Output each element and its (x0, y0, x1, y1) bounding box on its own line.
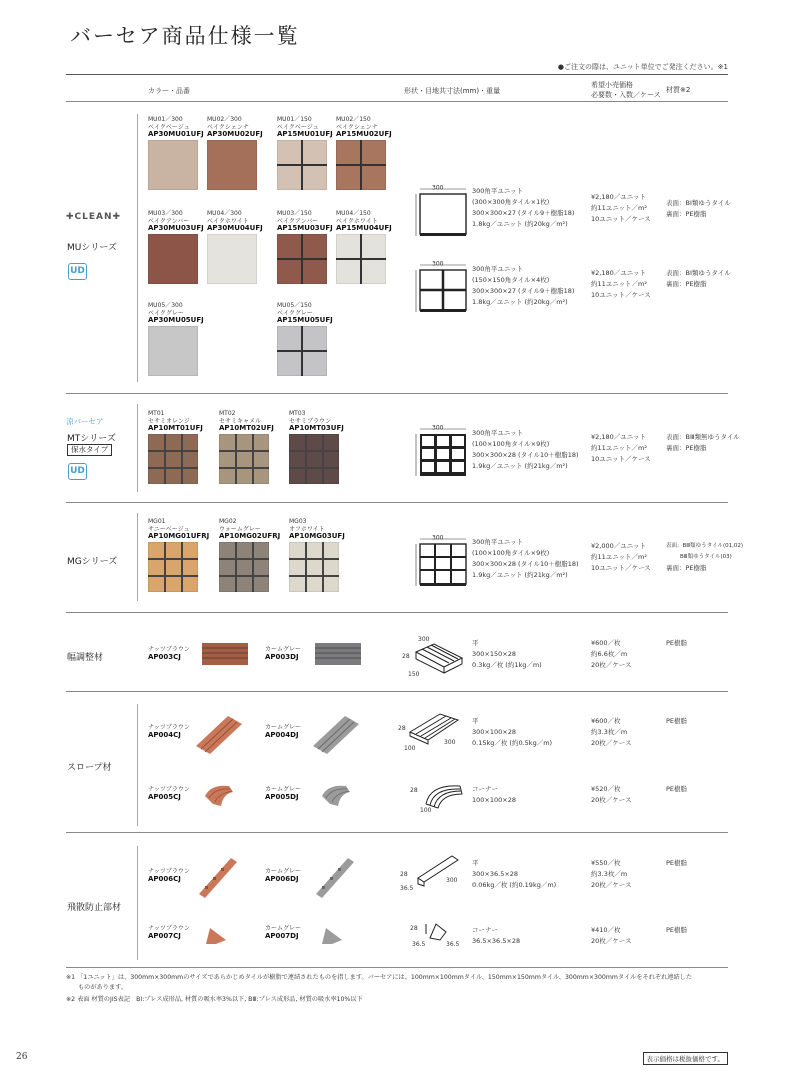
mu-tile-4 (148, 234, 198, 284)
mu-pn-2: AP15MU01UFJ (277, 130, 333, 138)
mt-price-p3: 10ユニット／ケース (591, 455, 651, 463)
mt-code-1: MT02 (219, 410, 236, 417)
mu-mat-1 (666, 198, 731, 220)
hisan-spec-l3: 0.06kg／枚 (約0.19kg／m) (472, 881, 557, 889)
mt-code-2: MT03 (289, 410, 306, 417)
hisan-d-pn: AP007DJ (265, 931, 299, 940)
mu-code-6: MU03／150 (277, 210, 312, 217)
page-title: バーセア商品仕様一覧 (70, 24, 300, 48)
slope-c-image (203, 782, 235, 808)
mg-price-p1: ¥2,000／ユニット (591, 542, 646, 550)
hisan-corner-k2: 36.5×36.5×28 (472, 937, 521, 945)
order-note: ●ご注文の際は、ユニット単位でご発注ください。※1 (557, 63, 728, 71)
mg-tile-2 (289, 542, 339, 592)
mt-color-0: セサミオレンジ (148, 417, 190, 425)
mg-mat-m3: 裏面：PE樹脂 (666, 564, 707, 572)
hisan-b-label (265, 868, 301, 883)
mt-pn-1: AP10MT02UFJ (219, 424, 274, 432)
footnote-1: ※1 「1ユニット」は、300mm×300mmのサイズであらかじめタイルが樹脂で連結されたものを指します。バーセアには、100mm×100mmタイル、150mm×150mmタイル、300mm×300mmタイルをそれぞれ連結した (66, 974, 693, 981)
mt-label-1 (219, 410, 274, 433)
mt-dim: 300 (432, 424, 444, 432)
mt-code-0: MT01 (148, 410, 165, 417)
mu-mat-2-m1: 表面：BⅠ類ゆうタイル (666, 269, 731, 277)
header-color: カラー・品番 (148, 87, 190, 95)
mg-label-2 (289, 518, 345, 541)
mu-color-9: ベイクグレー (277, 309, 313, 317)
mu-spec-1-l4: 1.8kg／ユニット (約20kg／m²) (472, 220, 568, 228)
mt-tile-1 (219, 434, 269, 484)
mu-price-2 (591, 268, 651, 301)
mu-label-3 (336, 116, 392, 139)
slope-price (591, 716, 631, 749)
mg-spec-l3: 300×300×28 (タイル10＋樹脂18) (472, 560, 579, 568)
mu-tile-8 (148, 326, 198, 376)
haba-dim-2: 28 (402, 653, 410, 660)
hisan-spec-l2: 300×36.5×28 (472, 870, 519, 878)
slope-spec-l3: 0.15kg／枚 (約0.5kg／m) (472, 739, 553, 747)
mu-label-1 (207, 116, 263, 139)
hisan-price-p1: ¥550／枚 (591, 859, 621, 867)
mu-tile-7 (336, 234, 386, 284)
mg-code-0: MG01 (148, 518, 166, 525)
mu-dim-1: 300 (432, 184, 444, 192)
slope-b-color: カームグレー (265, 724, 302, 731)
mg-color-2: オフホワイト (289, 525, 325, 533)
mg-mat-m1: 表面：BⅢ類ゆうタイル(01,02) (666, 543, 743, 549)
mu-price-2-p2: 約11ユニット／m² (591, 280, 647, 288)
footnote-2: ※2 表面 材質のJIS表記 BⅠ:プレス成形品, 材質の吸水率3%以下, BⅢ:プレス成形品, 材質の吸水率10%以下 (66, 996, 363, 1003)
hisan-spec-l1: 平 (472, 859, 479, 867)
mt-spec-l2: (100×100角タイル×9枚) (472, 440, 550, 448)
mu-price-2-p1: ¥2,180／ユニット (591, 269, 646, 277)
mt-tile-0 (148, 434, 198, 484)
mu-label-5 (207, 210, 263, 233)
slope-a-label (148, 724, 190, 739)
mu-pn-9: AP15MU05UFJ (277, 316, 333, 324)
hisan-a-label (148, 868, 190, 883)
hisan-b-image (312, 854, 356, 898)
mg-price-p2: 約11ユニット／m² (591, 553, 647, 561)
haba-spec (472, 638, 542, 671)
mu-label-4 (148, 210, 204, 233)
slope-price-p3: 20枚／ケース (591, 739, 632, 747)
mt-ud-badge: UD (68, 463, 87, 480)
mg-mat (666, 541, 743, 574)
slope-price-p1: ¥600／枚 (591, 717, 621, 725)
mu-spec-2-l4: 1.8kg／ユニット (約20kg／m²) (472, 298, 568, 306)
mg-label-0 (148, 518, 209, 541)
slope-corner-price (591, 784, 631, 806)
slope-c-label (148, 786, 190, 801)
mu-pn-5: AP30MU04UFJ (207, 224, 263, 232)
slope-corner-k1: コーナー (472, 785, 498, 793)
mu-label-0 (148, 116, 204, 139)
hisan-bar (137, 846, 138, 960)
hisan-corner-q2: 20枚／ケース (591, 937, 632, 945)
hisan-d-label (265, 925, 301, 940)
slope-d-label (265, 786, 301, 801)
mt-pn-2: AP10MT03UFJ (289, 424, 344, 432)
hisan-name: 飛散防止部材 (67, 903, 122, 913)
haba-dim-1: 300 (418, 636, 430, 643)
mu-tile-3 (336, 140, 386, 190)
hisan-price-p2: 約3.3枚／m (591, 870, 628, 878)
mt-color-2: セサミブラウン (289, 417, 332, 425)
haba-a-label (148, 646, 190, 661)
mu-spec-2 (472, 264, 574, 308)
mt-spec-l3: 300×300×28 (タイル10＋樹脂18) (472, 451, 579, 459)
slope-corner-diagram (410, 780, 466, 814)
rule-mu (66, 393, 728, 394)
mg-tile-0 (148, 542, 198, 592)
mu-price-1-p1: ¥2,180／ユニット (591, 193, 646, 201)
hisan-c-image (204, 926, 228, 946)
hisan-corner-mat: PE樹脂 (666, 926, 688, 934)
mt-price-p2: 約11ユニット／m² (591, 444, 647, 452)
slope-corner-k2: 100×100×28 (472, 796, 516, 804)
slope-corner-dim-2: 100 (420, 807, 432, 814)
haba-price-p2: 約6.6枚／m (591, 650, 628, 658)
mu-code-1: MU02／300 (207, 116, 242, 123)
slope-dim-1: 28 (398, 725, 406, 732)
slope-a-pn: AP004CJ (148, 730, 181, 739)
slope-d-pn: AP005DJ (265, 792, 299, 801)
mu-color-2: ベイクベージュ (277, 123, 319, 131)
mg-pn-1: AP10MG02UFRJ (219, 532, 281, 540)
haba-mat: PE樹脂 (666, 639, 688, 647)
haba-price-p1: ¥600／枚 (591, 639, 621, 647)
slope-spec-l1: 平 (472, 717, 479, 725)
slope-b-pn: AP004DJ (265, 730, 299, 739)
hisan-d-image (320, 926, 344, 946)
hisan-corner-diagram (410, 920, 466, 948)
mu-tile-2 (277, 140, 327, 190)
mu-label-2 (277, 116, 333, 139)
mu-label-6 (277, 210, 333, 233)
hisan-corner-dim-3: 36.5 (446, 941, 460, 948)
mu-code-9: MU05／150 (277, 302, 312, 309)
hisan-c-pn: AP007CJ (148, 931, 181, 940)
haba-dim-3: 150 (408, 671, 420, 678)
mu-color-5: ベイクホワイト (207, 217, 249, 225)
mu-price-1-p3: 10ユニット／ケース (591, 215, 651, 223)
mu-tile-1 (207, 140, 257, 190)
mu-color-1: ベイクシェンナ (207, 123, 249, 131)
haba-a-image (200, 641, 250, 667)
mu-code-0: MU01／300 (148, 116, 183, 123)
footnote-1b: ものがあります。 (78, 984, 128, 991)
hisan-dim-1: 28 (400, 871, 408, 878)
mu-label-7 (336, 210, 392, 233)
mu-spec-2-l3: 300×300×27 (タイル9＋樹脂18) (472, 287, 575, 295)
mu-spec-2-l1: 300角平ユニット (472, 265, 524, 273)
haba-b-color: カームグレー (265, 646, 302, 653)
rule-top (66, 74, 728, 75)
hisan-a-color: ナッツブラウン (148, 868, 190, 875)
slope-dim-3: 300 (444, 739, 456, 746)
tax-note: 表示価格は税抜価格です。 (643, 1052, 728, 1065)
mt-series-name: MTシリーズ (67, 434, 116, 444)
hisan-a-image (195, 854, 239, 898)
mu-pn-3: AP15MU02UFJ (336, 130, 392, 138)
slope-name: スロープ材 (67, 763, 112, 773)
hisan-price-p3: 20枚／ケース (591, 881, 632, 889)
hisan-b-color: カームグレー (265, 868, 302, 875)
mu-color-7: ベイクホワイト (336, 217, 378, 225)
mu-spec-1-l3: 300×300×27 (タイル9＋樹脂18) (472, 209, 575, 217)
rule-bottom (66, 967, 728, 968)
mg-tile-1 (219, 542, 269, 592)
hisan-corner-dim-2: 36.5 (412, 941, 426, 948)
mt-mat (666, 432, 740, 454)
hisan-corner-price (591, 925, 631, 947)
slope-spec (472, 716, 552, 749)
mu-pn-0: AP30MU01UFJ (148, 130, 204, 138)
header-material: 材質※2 (666, 86, 691, 94)
mu-spec-2-l2: (150×150角タイル×4枚) (472, 276, 550, 284)
slope-a-image (194, 712, 244, 756)
mg-dim: 300 (432, 534, 444, 542)
mt-mat-m2: 裏面：PE樹脂 (666, 444, 707, 452)
hisan-dim-2: 36.5 (400, 885, 414, 892)
haba-spec-l3: 0.3kg／枚 (約1kg／m) (472, 661, 542, 669)
mu-color-6: ベイクアンバー (277, 217, 319, 225)
mt-type-label: 保水タイプ (67, 444, 112, 456)
header-shape: 形状・目地共寸法(mm)・重量 (404, 87, 501, 95)
mt-mat-m1: 表面：BⅢ類無ゆうタイル (666, 433, 740, 441)
slope-d-image (320, 782, 352, 808)
slope-corner-dim-1: 28 (410, 787, 418, 794)
mt-spec (472, 428, 579, 472)
mu-code-8: MU05／300 (148, 302, 183, 309)
mu-color-8: ベイクグレー (148, 309, 184, 317)
mu-dim-2: 300 (432, 260, 444, 268)
slope-diagram (398, 710, 464, 752)
mt-brand: 涼バーセア (66, 417, 104, 426)
haba-name: 幅調整材 (67, 653, 104, 663)
mu-spec-1-l1: 300角平ユニット (472, 187, 524, 195)
mu-pn-4: AP30MU03UFJ (148, 224, 204, 232)
hisan-diagram (400, 852, 464, 894)
mt-price-p1: ¥2,180／ユニット (591, 433, 646, 441)
mg-price-p3: 10ユニット／ケース (591, 564, 651, 572)
mu-tile-6 (277, 234, 327, 284)
haba-price-p3: 20枚／ケース (591, 661, 632, 669)
mg-spec-l2: (100×100角タイル×9枚) (472, 549, 550, 557)
mg-series-name: MGシリーズ (67, 557, 118, 567)
slope-mat: PE樹脂 (666, 717, 688, 725)
mt-label-2 (289, 410, 344, 433)
mt-tile-2 (289, 434, 339, 484)
mg-spec-l4: 1.9kg／ユニット (約21kg／m²) (472, 571, 568, 579)
haba-b-pn: AP003DJ (265, 652, 299, 661)
mu-label-8 (148, 302, 204, 325)
mu-code-5: MU04／300 (207, 210, 242, 217)
hisan-d-color: カームグレー (265, 925, 302, 932)
mu-code-2: MU01／150 (277, 116, 312, 123)
mg-mat-m2: BⅢ類ゆうタイル(03) (680, 554, 732, 560)
hisan-c-label (148, 925, 190, 940)
mg-label-1 (219, 518, 280, 541)
mg-pn-2: AP10MG03UFJ (289, 532, 345, 540)
hisan-corner-dim-1: 28 (410, 925, 418, 932)
slope-corner-q2: 20枚／ケース (591, 796, 632, 804)
slope-corner-spec (472, 784, 516, 806)
slope-spec-l2: 300×100×28 (472, 728, 516, 736)
mg-diagram (410, 536, 470, 586)
mg-code-2: MG03 (289, 518, 307, 525)
slope-c-color: ナッツブラウン (148, 786, 190, 793)
mu-price-1-p2: 約11ユニット／m² (591, 204, 647, 212)
slope-d-color: カームグレー (265, 786, 302, 793)
mu-tile-0 (148, 140, 198, 190)
page-number: 26 (16, 1052, 28, 1062)
mg-price (591, 541, 651, 574)
rule-haba (66, 691, 728, 692)
slope-b-image (311, 712, 361, 756)
hisan-dim-3: 300 (446, 877, 458, 884)
hisan-price (591, 858, 631, 891)
mu-code-3: MU02／150 (336, 116, 371, 123)
hisan-mat: PE樹脂 (666, 859, 688, 867)
mu-code-7: MU04／150 (336, 210, 371, 217)
mu-color-3: ベイクシェンナ (336, 123, 378, 131)
mt-price (591, 432, 651, 465)
haba-spec-l1: 平 (472, 639, 479, 647)
mu-price-1 (591, 192, 651, 225)
mu-tile-9 (277, 326, 327, 376)
mu-pn-8: AP30MU05UFJ (148, 316, 204, 324)
mt-diagram (410, 426, 470, 476)
haba-b-image (313, 641, 363, 667)
mu-tile-5 (207, 234, 257, 284)
slope-c-pn: AP005CJ (148, 792, 181, 801)
mg-code-1: MG02 (219, 518, 237, 525)
mu-series-name: MUシリーズ (67, 243, 117, 253)
hisan-spec (472, 858, 556, 891)
mg-spec-l1: 300角平ユニット (472, 538, 524, 546)
mu-spec-1-l2: (300×300角タイル×1枚) (472, 198, 550, 206)
mt-color-1: セサミキャメル (219, 417, 262, 425)
hisan-a-pn: AP006CJ (148, 874, 181, 883)
mu-mat-1-m2: 裏面：PE樹脂 (666, 210, 707, 218)
hisan-corner-q1: ¥410／枚 (591, 926, 621, 934)
mu-code-4: MU03／300 (148, 210, 183, 217)
haba-spec-l2: 300×150×28 (472, 650, 516, 658)
mu-label-9 (277, 302, 333, 325)
mu-spec-1 (472, 186, 574, 230)
rule-mg (66, 612, 728, 613)
mu-pn-6: AP15MU03UFJ (277, 224, 333, 232)
mu-brand: ✚CLEAN✚ (66, 212, 122, 222)
mt-spec-l4: 1.9kg／ユニット (約21kg／m²) (472, 462, 568, 470)
slope-dim-2: 100 (404, 745, 416, 752)
mu-price-2-p3: 10ユニット／ケース (591, 291, 651, 299)
hisan-corner-spec (472, 925, 520, 947)
slope-corner-q1: ¥520／枚 (591, 785, 621, 793)
header-price: 希望小売価格 (591, 81, 633, 89)
mu-brand-text: CLEAN (74, 212, 113, 222)
slope-bar (137, 704, 138, 826)
haba-a-pn: AP003CJ (148, 652, 181, 661)
hisan-b-pn: AP006DJ (265, 874, 299, 883)
mt-label-0 (148, 410, 203, 433)
rule-mt (66, 502, 728, 503)
rule-header (66, 101, 728, 102)
mt-pn-0: AP10MT01UFJ (148, 424, 203, 432)
mu-mat-2-m2: 裏面：PE樹脂 (666, 280, 707, 288)
rule-slope (66, 832, 728, 833)
mu-ud-badge: UD (68, 263, 87, 280)
mu-mat-2 (666, 268, 731, 290)
hisan-c-color: ナッツブラウン (148, 925, 190, 932)
mt-bar (137, 404, 138, 492)
mu-diagram-2 (410, 262, 470, 312)
haba-b-label (265, 646, 301, 661)
slope-b-label (265, 724, 301, 739)
mu-color-0: ベイクベージュ (148, 123, 190, 131)
mu-pn-7: AP15MU04UFJ (336, 224, 392, 232)
slope-a-color: ナッツブラウン (148, 724, 190, 731)
haba-diagram (402, 634, 464, 678)
mg-color-1: ウォームグレー (219, 525, 261, 533)
mu-diagram-1 (410, 186, 470, 236)
mu-bar (137, 114, 138, 382)
mg-bar (137, 513, 138, 601)
header-qty: 必要数・入数／ケース (591, 91, 661, 99)
mu-pn-1: AP30MU02UFJ (207, 130, 263, 138)
mt-spec-l1: 300角平ユニット (472, 429, 524, 437)
mg-spec (472, 537, 579, 581)
mg-pn-0: AP10MG01UFRJ (148, 532, 210, 540)
mg-color-0: サニーベージュ (148, 525, 190, 533)
slope-price-p2: 約3.3枚／m (591, 728, 628, 736)
haba-price (591, 638, 631, 671)
haba-a-color: ナッツブラウン (148, 646, 190, 653)
mu-color-4: ベイクアンバー (148, 217, 190, 225)
mu-mat-1-m1: 表面：BⅠ類ゆうタイル (666, 199, 731, 207)
slope-corner-mat: PE樹脂 (666, 785, 688, 793)
hisan-corner-k1: コーナー (472, 926, 498, 934)
